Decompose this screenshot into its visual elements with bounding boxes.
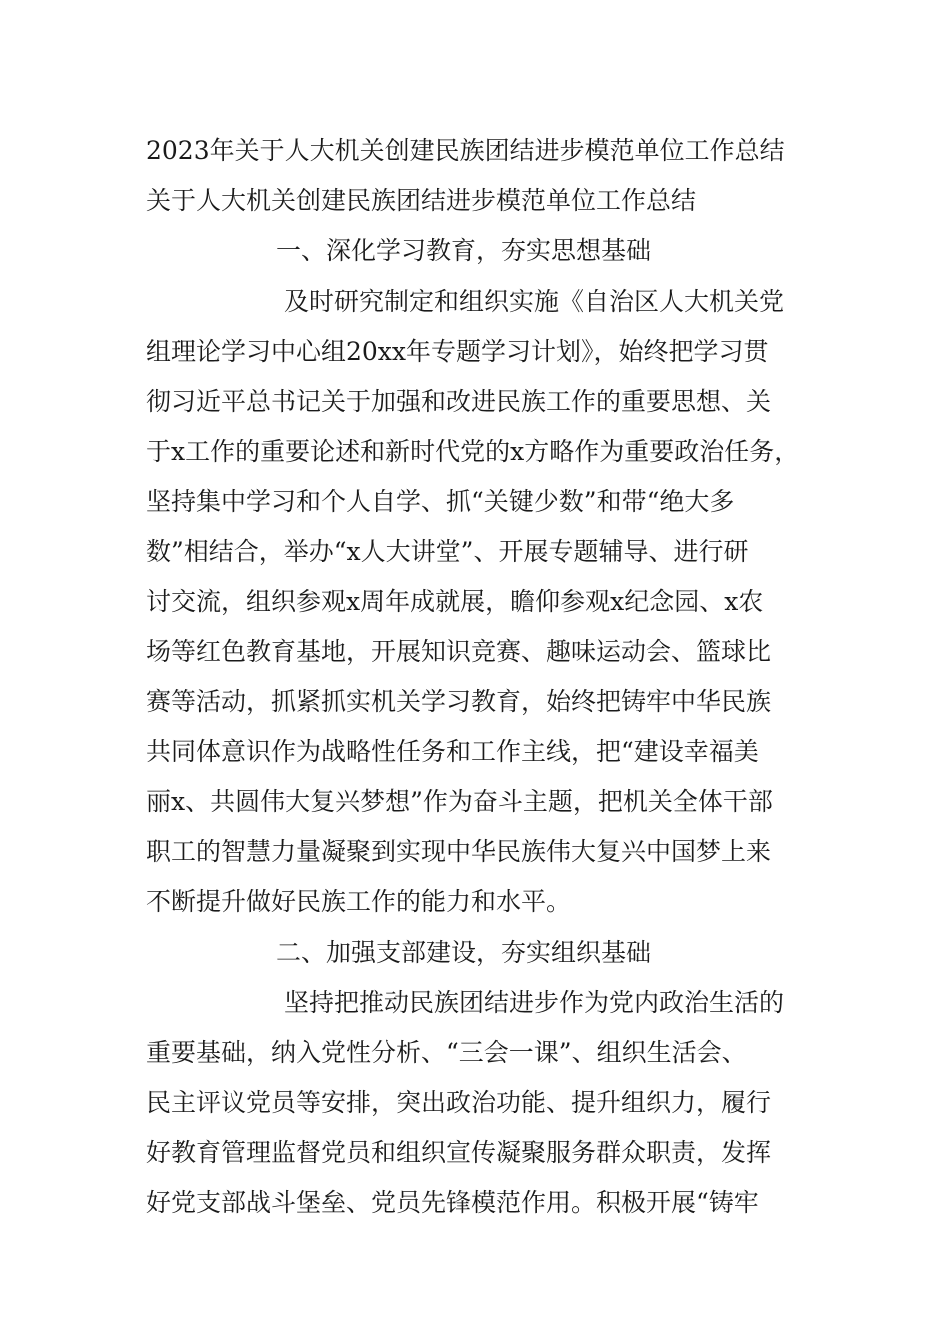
section-heading: 二、加强支部建设，夯实组织基础 xyxy=(276,938,652,967)
paragraph-line: 重要基础，纳入党性分析、“三会一课”、组织生活会、 xyxy=(146,1038,747,1067)
paragraph-line: 及时研究制定和组织实施《自治区人大机关党 xyxy=(284,287,785,316)
paragraph-line: 不断提升做好民族工作的能力和水平。 xyxy=(146,887,572,916)
paragraph-line: 好教育管理监督党员和组织宣传凝聚服务群众职责，发挥 xyxy=(146,1138,772,1167)
paragraph-line: 赛等活动，抓紧抓实机关学习教育，始终把铸牢中华民族 xyxy=(146,687,772,716)
paragraph-line: 组理论学习中心组20xx年专题学习计划》，始终把学习贯 xyxy=(146,337,769,366)
paragraph-line: 职工的智慧力量凝聚到实现中华民族伟大复兴中国梦上来 xyxy=(146,837,772,866)
paragraph-line: 彻习近平总书记关于加强和改进民族工作的重要思想、关 xyxy=(146,387,772,416)
paragraph-line: 好党支部战斗堡垒、党员先锋模范作用。积极开展“铸牢 xyxy=(146,1188,759,1217)
document-title: 2023年关于人大机关创建民族团结进步模范单位工作总结 xyxy=(146,136,785,165)
paragraph-line: 讨交流，组织参观x周年成就展，瞻仰参观x纪念园、x农 xyxy=(146,587,764,616)
paragraph-line: 坚持把推动民族团结进步作为党内政治生活的 xyxy=(284,988,785,1017)
paragraph-line: 丽x、共圆伟大复兴梦想”作为奋斗主题，把机关全体干部 xyxy=(146,787,773,816)
paragraph-line: 于x工作的重要论述和新时代党的x方略作为重要政治任务， xyxy=(146,437,800,466)
section-heading: 一、深化学习教育，夯实思想基础 xyxy=(276,236,652,265)
paragraph-line: 数”相结合，举办“x人大讲堂”、开展专题辅导、进行研 xyxy=(146,537,749,566)
document-subtitle: 关于人大机关创建民族团结进步模范单位工作总结 xyxy=(146,186,697,215)
paragraph-line: 民主评议党员等安排，突出政治功能、提升组织力，履行 xyxy=(146,1088,772,1117)
paragraph-line: 坚持集中学习和个人自学、抓“关键少数”和带“绝大多 xyxy=(146,487,735,516)
paragraph-line: 场等红色教育基地，开展知识竞赛、趣味运动会、篮球比 xyxy=(146,637,772,666)
paragraph-line: 共同体意识作为战略性任务和工作主线，把“建设幸福美 xyxy=(146,737,759,766)
